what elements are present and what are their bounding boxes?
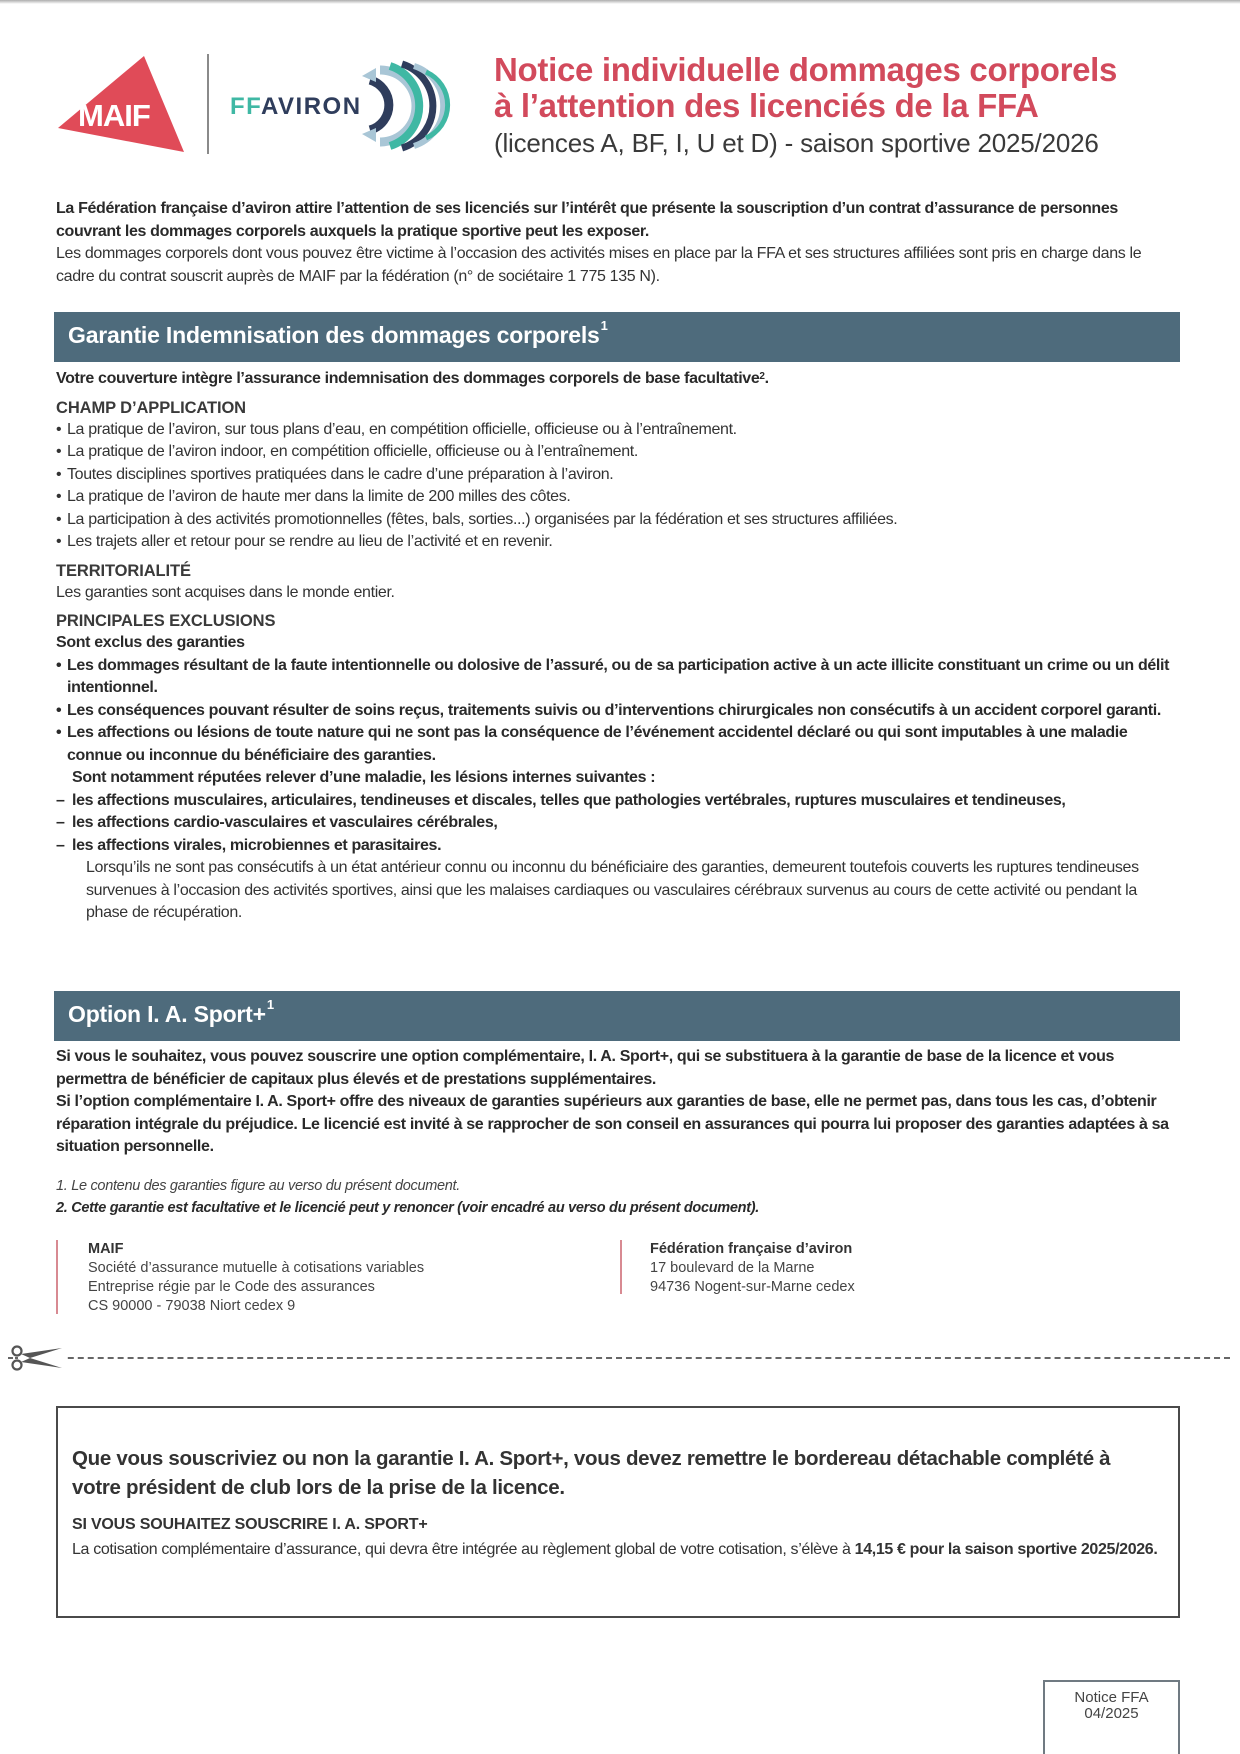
maif-logo-icon — [56, 54, 186, 154]
svg-text:MAIF: MAIF — [78, 98, 150, 133]
title-block — [494, 52, 1194, 160]
document-header — [52, 50, 1192, 160]
footnotes — [56, 1175, 1180, 1219]
option-para1: Si vous le souhaitez, vous pouvez souscrire une option complémentaire, I. A. Sport+, qui se substituera à la garantie de base de la licence et vous permettra de bénéficier de capitaux plus élevés et de prestations supplémentaires. — [56, 1048, 1115, 1088]
champ-list — [56, 419, 1180, 554]
intro-text: Les dommages corporels dont vous pouvez être victime à l’occasion des activités mises en place par la FFA et ses structures affiliées sont pris en charge dans le cadre du contrat souscrit auprès de MAIF par la fédération (n° de sociétaire 1 775 135 N). — [56, 245, 1142, 285]
option-content — [56, 1046, 1180, 1159]
reference-label: Notice FFA — [1074, 1689, 1149, 1706]
footnote-2: 2. Cette garantie est facultative et le licencié peut y renoncer (voir encadré au verso du présent document). — [56, 1200, 760, 1216]
list-item: – les affections cardio-vasculaires et vasculaires cérébrales, — [56, 812, 1180, 835]
territorialite-heading: TERRITORIALITÉ — [56, 561, 191, 580]
document-subtitle: (licences A, BF, I, U et D) - saison sportive 2025/2026 — [494, 128, 1099, 158]
intro-bold: La Fédération française d’aviron attire l’attention de ses licenciés sur l’intérêt que présente la souscription d’un contrat d’assurance de personnes couvrant les dommages corporels auxquels la pratique sportive peut les exposer. — [56, 200, 1118, 240]
scissors-icon — [10, 1345, 66, 1371]
exclusions-list — [56, 655, 1180, 768]
exclusions-heading: PRINCIPALES EXCLUSIONS — [56, 612, 276, 630]
logo-divider — [207, 54, 209, 154]
detachable-notice-box — [56, 1406, 1180, 1618]
address-name: Fédération française d’aviron — [650, 1241, 853, 1257]
exception-text: Lorsqu’ils ne sont pas consécutifs à un état antérieur connu ou inconnu du bénéficiaire des garanties, demeurent toutefois couverts les ruptures tendineuses survenues à l’occasion des activités sportives, ainsi que les malaises cardiaques ou vasculaires cérébraux survenus au cours de cette activité ou pendant la phase de récupération. — [86, 859, 1139, 921]
section-header-option — [54, 991, 1180, 1041]
footnote-1: 1. Le contenu des garanties figure au verso du présent document. — [56, 1178, 460, 1194]
address-line: CS 90000 - 79038 Niort cedex 9 — [88, 1298, 296, 1314]
section-title: Garantie Indemnisation des dommages corporels — [68, 322, 600, 348]
address-ffa — [620, 1240, 855, 1294]
address-line: 17 boulevard de la Marne — [650, 1260, 815, 1276]
garantie-content — [56, 368, 1180, 925]
list-item: – les affections virales, microbiennes et parasitaires. — [56, 835, 1180, 858]
list-item: • La pratique de l’aviron indoor, en compétition officielle, officieuse ou à l’entraînement. — [56, 441, 1180, 464]
price-highlight: 14,15 € pour la saison sportive 2025/2026. — [854, 1541, 1158, 1558]
list-item: • Les trajets aller et retour pour se rendre au lieu de l’activité et en revenir. — [56, 531, 1180, 554]
ffaviron-logo-icon — [230, 58, 460, 152]
footnote-ref: 1 — [600, 318, 608, 333]
scan-edge — [0, 0, 1240, 4]
section-title: Option I. A. Sport+ — [68, 1001, 266, 1027]
territorialite-text: Les garanties sont acquises dans le monde entier. — [56, 583, 395, 601]
option-para2: Si l’option complémentaire I. A. Sport+ offre des niveaux de garanties supérieurs aux garanties de base, elle ne permet pas, dans tous les cas, d’obtenir réparation intégrale du préjudice. Le licencié est invité à se rapprocher de son conseil en assurances qui pourra lui proposer des garanties adaptées à sa situation personnelle. — [56, 1093, 1169, 1155]
exclusions-intro: Sont exclus des garanties — [56, 634, 245, 651]
footnote-ref: 1 — [266, 997, 274, 1012]
address-maif — [56, 1240, 424, 1314]
document-title-line2: à l’attention des licenciés de la FFA — [494, 87, 1039, 124]
maladie-intro: Sont notamment réputées relever d’une maladie, les lésions internes suivantes : — [72, 769, 656, 786]
document-reference-tag — [1043, 1680, 1180, 1754]
list-item: • Les dommages résultant de la faute intentionnelle ou dolosive de l’assuré, ou de sa participation active à un acte illicite constituant un crime ou un délit intentionnel. — [56, 655, 1180, 700]
list-item: • Les affections ou lésions de toute nature qui ne sont pas la conséquence de l’événement accidentel déclaré ou qui sont imputables à une maladie connue ou inconnue du bénéficiaire des garanties. — [56, 722, 1180, 767]
reference-date: 04/2025 — [1084, 1705, 1139, 1722]
address-line: Société d’assurance mutuelle à cotisations variables — [88, 1260, 425, 1276]
address-name: MAIF — [88, 1241, 124, 1257]
list-item: • Toutes disciplines sportives pratiquées dans le cadre d’une préparation à l’aviron. — [56, 464, 1180, 487]
dashed-line — [8, 1357, 1230, 1359]
list-item: • La pratique de l’aviron de haute mer dans la limite de 200 milles des côtes. — [56, 486, 1180, 509]
address-line: 94736 Nogent-sur-Marne cedex — [650, 1279, 855, 1295]
maladie-list — [56, 790, 1180, 858]
list-item: • La participation à des activités promotionnelles (fêtes, bals, sorties...) organisées par la fédération et ses structures affiliées. — [56, 509, 1180, 532]
list-item: – les affections musculaires, articulaires, tendineuses et discales, telles que pathologies vertébrales, ruptures musculaires et tendineuses, — [56, 790, 1180, 813]
box-lead: Que vous souscriviez ou non la garantie I. A. Sport+, vous devez remettre le bordereau détachable complété à votre président de club lors de la prise de la licence. — [72, 1447, 1111, 1499]
list-item: • Les conséquences pouvant résulter de soins reçus, traitements suivis ou d’interventions chirurgicales non consécutifs à un accident corporel garanti. — [56, 700, 1180, 723]
box-subheading: SI VOUS SOUHAITEZ SOUSCRIRE I. A. SPORT+ — [72, 1516, 428, 1533]
address-line: Entreprise régie par le Code des assurances — [88, 1279, 375, 1295]
box-text: La cotisation complémentaire d’assurance, qui devra être intégrée au règlement global de votre cotisation, s’élève à 14,15 € pour la saison sportive 2025/2026. — [72, 1541, 1158, 1558]
garantie-lead: Votre couverture intègre l’assurance indemnisation des dommages corporels de base facultative$^2$. — [56, 370, 769, 387]
section-header-garantie — [54, 312, 1180, 362]
list-item: • La pratique de l’aviron, sur tous plans d’eau, en compétition officielle, officieuse ou à l’entraînement. — [56, 419, 1180, 442]
svg-text:FFAVIRON: FFAVIRON — [230, 93, 362, 120]
intro — [56, 198, 1180, 288]
cut-line — [8, 1345, 1230, 1369]
champ-heading: CHAMP D’APPLICATION — [56, 398, 246, 417]
document-title-line1: Notice individuelle dommages corporels — [494, 51, 1118, 88]
